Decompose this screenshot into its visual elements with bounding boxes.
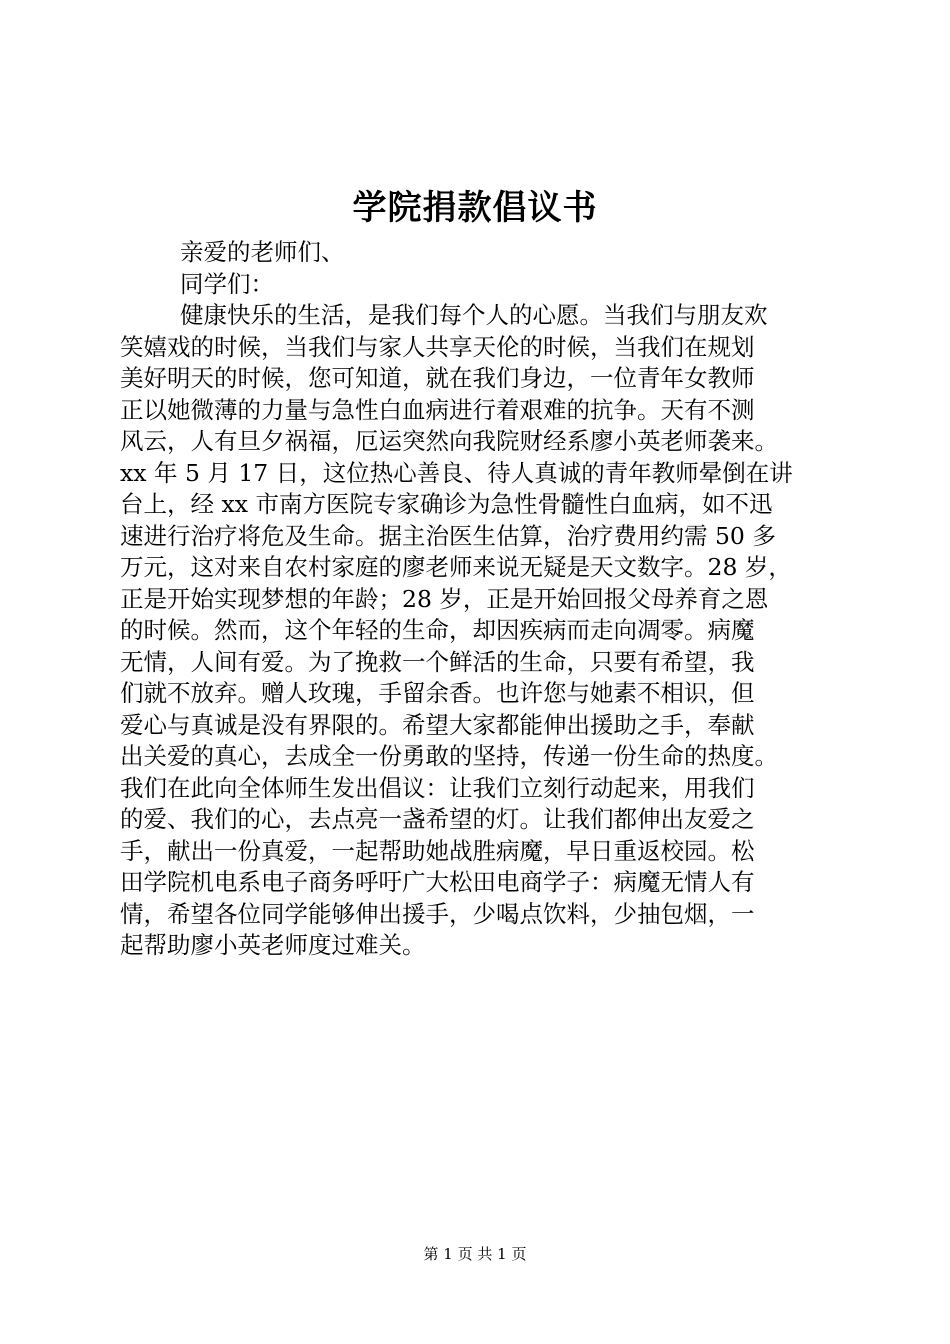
paragraph-line: 速进行治疗将危及生命。据主治医生估算，治疗费用约需 50 多 [120, 521, 776, 550]
page-footer: 第 1 页 共 1 页 [423, 1245, 527, 1263]
paragraph-line: 们就不放弃。赠人玫瑰，手留余香。也许您与她素不相识，但 [120, 679, 755, 707]
paragraph-line: 起帮助廖小英老师度过难关。 [120, 931, 426, 959]
paragraph-line: 健康快乐的生活，是我们每个人的心愿。当我们与朋友欢 [180, 301, 768, 329]
paragraph-line: 万元，这对来自农村家庭的廖老师来说无疑是天文数字。28 岁， [120, 553, 792, 581]
paragraph-line: 笑嬉戏的时候，当我们与家人共享天伦的时候，当我们在规划 [120, 332, 755, 361]
paragraph-line: 正以她微薄的力量与急性白血病进行着艰难的抗争。天有不测 [120, 395, 755, 424]
paragraph-line: 无情，人间有爱。为了挽救一个鲜活的生命，只要有希望，我 [120, 647, 755, 676]
document-body [120, 237, 832, 962]
paragraph-line: 出关爱的真心，去成全一份勇敢的坚持，传递一份生命的热度。 [120, 742, 778, 770]
salutation-line-1: 亲爱的老师们、 [180, 238, 345, 266]
paragraph-line: 美好明天的时候，您可知道，就在我们身边，一位青年女教师 [120, 364, 755, 392]
paragraph-line: 台上，经 xx 市南方医院专家确诊为急性骨髓性白血病，如不迅 [120, 490, 773, 518]
paragraph-line: 的时候。然而，这个年轻的生命，却因疾病而走向凋零。病魔 [120, 616, 755, 644]
paragraph-line: 我们在此向全体师生发出倡议：让我们立刻行动起来，用我们 [120, 773, 755, 802]
paragraph-line: 风云，人有旦夕祸福，厄运突然向我院财经系廖小英老师袭来。 [120, 427, 778, 455]
paragraph-line: 正是开始实现梦想的年龄；28 岁，正是开始回报父母养育之恩 [120, 584, 769, 613]
paragraph-line: 的爱、我们的心，去点亮一盏希望的灯。让我们都伸出友爱之 [120, 805, 755, 833]
document-title: 学院捐款倡议书 [352, 188, 598, 228]
salutation-line-2: 同学们： [180, 269, 274, 298]
paragraph-line: 爱心与真诚是没有界限的。希望大家都能伸出援助之手，奉献 [120, 710, 755, 739]
paragraph-line: 田学院机电系电子商务呼吁广大松田电商学子：病魔无情人有 [120, 868, 755, 896]
paragraph-line: xx 年 5 月 17 日，这位热心善良、待人真诚的青年教师晕倒在讲 [120, 458, 793, 487]
paragraph-line: 手，献出一份真爱，一起帮助她战胜病魔，早日重返校园。松 [120, 836, 755, 865]
paragraph-line: 情，希望各位同学能够伸出援手，少喝点饮料，少抽包烟，一 [120, 899, 755, 928]
